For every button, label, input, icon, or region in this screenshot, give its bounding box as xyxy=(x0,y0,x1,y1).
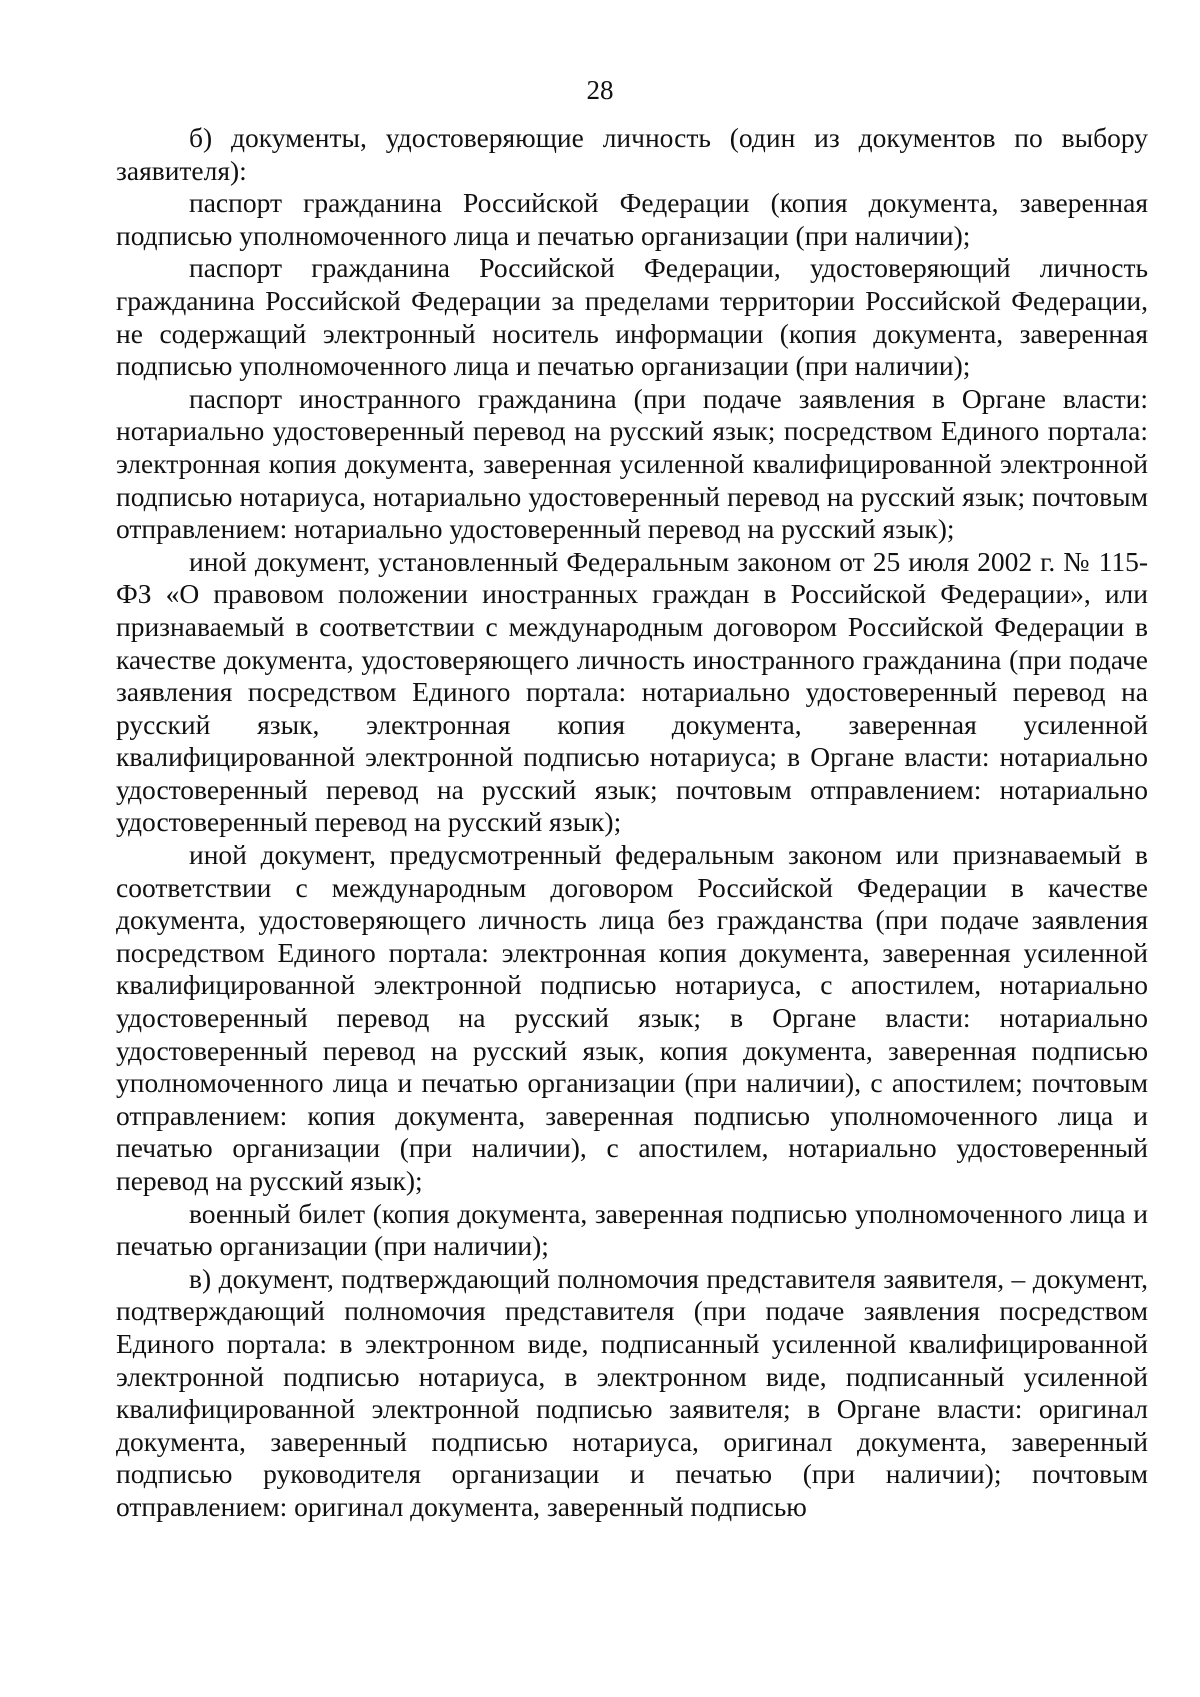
paragraph-military-id: военный билет (копия документа, заверенная подписью уполномоченного лица и печатью организации (при наличии); xyxy=(116,1197,1148,1262)
paragraph-identity-documents: б) документы, удостоверяющие личность (один из документов по выбору заявителя): xyxy=(116,122,1148,186)
paragraph-rf-passport: паспорт гражданина Российской Федерации (копия документа, заверенная подписью уполномоченного лица и печатью организации (при наличии); xyxy=(116,187,1148,251)
paragraph-foreign-citizen-passport: паспорт иностранного гражданина (при подаче заявления в Органе власти: нотариально удостоверенный перевод на русский язык; посредством Единого портала: электронная копия документа, заверенная усиленной квалифицированной электронной подписью нотариуса, нотариально удостоверенный перевод на русский язык; почтовым отправлением: нотариально удостоверенный перевод на русский язык); xyxy=(116,382,1148,545)
page-number: 28 xyxy=(586,75,614,105)
paragraph-foreign-travel-passport: паспорт гражданина Российской Федерации, удостоверяющий личность гражданина Российской Федерации за пределами территории Российской Федерации, не содержащий электронный носитель информации (копия документа, заверенная подписью уполномоченного лица и печатью организации (при наличии); xyxy=(116,252,1148,382)
paragraph-other-document-foreign-citizen: иной документ, установленный Федеральным законом от 25 июля 2002 г. № 115-ФЗ «О правовом положении иностранных граждан в Российской Федерации», или признаваемый в соответствии с международным договором Российской Федерации в качестве документа, удостоверяющего личность иностранного гражданина (при подаче заявления посредством Единого портала: нотариально удостоверенный перевод на русский язык, электронная копия документа, заверенная усиленной квалифицированной электронной подписью нотариуса; в Органе власти: нотариально удостоверенный перевод на русский язык; почтовым отправлением: нотариально удостоверенный перевод на русский язык); xyxy=(116,545,1148,838)
document-body xyxy=(116,122,1148,1524)
paragraph-other-document-stateless: иной документ, предусмотренный федеральным законом или признаваемый в соответствии с международным договором Российской Федерации в качестве документа, удостоверяющего личность лица без гражданства (при подаче заявления посредством Единого портала: электронная копия документа, заверенная усиленной квалифицированной электронной подписью нотариуса, с апостилем, нотариально удостоверенный перевод на русский язык; в Органе власти: нотариально удостоверенный перевод на русский язык, копия документа, заверенная подписью уполномоченного лица и печатью организации (при наличии), с апостилем; почтовым отправлением: копия документа, заверенная подписью уполномоченного лица и печатью организации (при наличии), с апостилем, нотариально удостоверенный перевод на русский язык); xyxy=(116,839,1148,1196)
paragraph-representative-authority: в) документ, подтверждающий полномочия представителя заявителя, – документ, подтверждающий полномочия представителя (при подаче заявления посредством Единого портала: в электронном виде, подписанный усиленной квалифицированной электронной подписью нотариуса, в электронном виде, подписанный усиленной квалифицированной электронной подписью заявителя; в Органе власти: оригинал документа, заверенный подписью нотариуса, оригинал документа, заверенный подписью руководителя организации и печатью (при наличии); почтовым отправлением: оригинал документа, заверенный подписью xyxy=(116,1262,1148,1522)
